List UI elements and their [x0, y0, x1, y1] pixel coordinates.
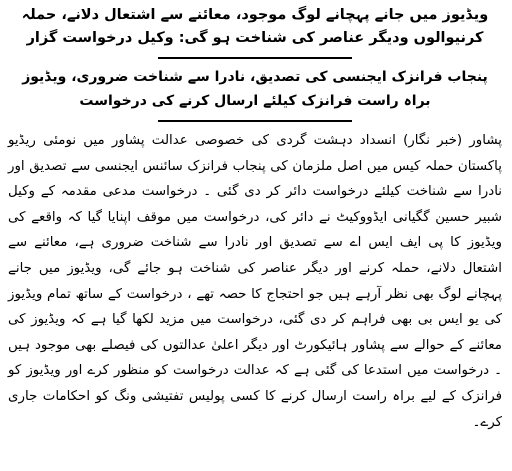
divider-top: [158, 57, 352, 59]
headline: ویڈیوز میں جانے پہچانے لوگ موجود، معائنے سے اشتعال دلانے، حملہ کرنیوالوں ودیگر عناصر کی شناخت ہو گی: وکیل درخواست گزار: [21, 7, 489, 46]
subheadline: پنجاب فرانزک ایجنسی کی تصدیق، نادرا سے شناخت ضروری، ویڈیوز براہ راست فرانزک کیلئے ارسال کرنے کی درخواست: [22, 69, 488, 109]
divider-bottom: [158, 120, 352, 122]
article-body: پشاور (خبر نگار) انسداد دہشت گردی کی خصوصی عدالت پشاور میں نومئی ریڈیو پاکستان حملہ کیس میں اصل ملزمان کی پنجاب فرانزک سائنس ایجنسی سے تصدیق اور نادرا سے شناخت کیلئے درخواست دائر کر دی گئی ۔ درخواست مدعی مقدمہ کے وکیل شبیر حسین گگیانی ایڈووکیٹ نے دائر کی، درخواست میں موقف اپنایا گیا کہ واقعے کی ویڈیوز کا پی ایف ایس اے سے تصدیق اور نادرا سے شناخت ضروری ہے، معائنے سے اشتعال دلانے، حملہ کرنے اور دیگر عناصر کی شناخت ہو جائے گی، ویڈیوز میں جانے پہچانے لوگ بھی نظر آرہے ہیں جو احتجاج کا حصہ تھے ، درخواست کے ساتھ تمام ویڈیوز کی یو ایس بی بھی فراہم کر دی گئی، درخواست میں مزید لکھا گیا ہے کہ ویڈیوز کی معائنے کے حوالے سے پشاور ہائیکورٹ اور دیگر اعلیٰ عدالتوں کی فیصلے بھی موجود ہیں ۔ درخواست میں استدعا کی گئی ہے کہ عدالت درخواست کو منظور کرے اور ویڈیوز کو فرانزک کے لیے براہ راست ارسال کرنے کا کسی پولیس تفتیشی ونگ کو احکامات جاری کرے۔: [8, 133, 502, 430]
